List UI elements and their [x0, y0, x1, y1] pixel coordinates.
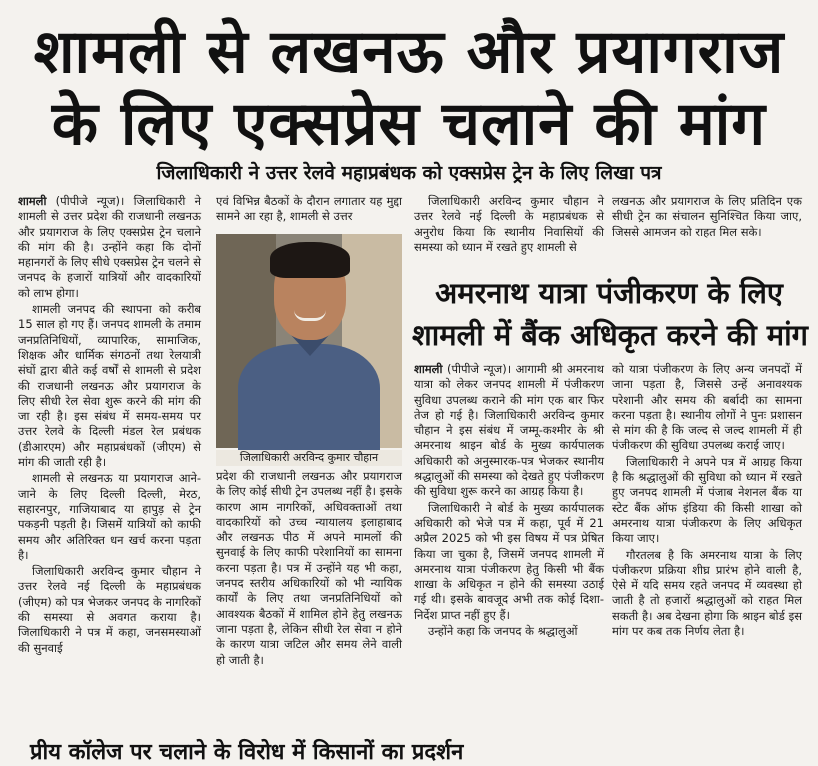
article1-col2-top-text: एवं विभिन्न बैठकों के दौरान लगातार यह मुद्दा सामने आ रहा है, शामली से उत्तर	[216, 194, 402, 224]
photo-hair	[270, 242, 350, 278]
article2-col1-para1-text: (पीपीजे न्यूज)। आगामी श्री अमरनाथ यात्रा को लेकर जनपद शामली में पंजीकरण सुविधा उपलब्ध कराने की मांग एक बार फिर तेज हो गई है। जिलाधिकारी अरविन्द कुमार चौहान ने इस संबंध में जम्मू-कश्मीर के श्री अमरनाथ श्राइन बोर्ड के मुख्य कार्यपालक अधिकारी को अनुस्मारक-पत्र भेजकर स्थानीय श्रद्धालुओं की समस्या को देखते हुए पंजीकरण की सुविधा शुरू करने का आग्रह किया है।	[414, 362, 604, 499]
district-magistrate-photo	[216, 234, 402, 448]
article2-col2-para1: को यात्रा पंजीकरण के लिए अन्य जनपदों में जाना पड़ता है, जिससे उन्हें अनावश्यक परेशानी और समय की बर्बादी का सामना करना पड़ता है। स्थानीय लोगों ने पुनः प्रशासन से मांग की है कि जल्द से जल्द शामली में ही पंजीकरण की सुविधा उपलब्ध कराई जाए।	[612, 362, 802, 453]
article2-col1-para2: जिलाधिकारी ने बोर्ड के मुख्य कार्यपालक अधिकारी को भेजे पत्र में कहा, पूर्व में 21 अप्रैल 2025 को भी इस विषय में पत्र प्रेषित किया जा चुका है, जिसमें जनपद शामली में अमरनाथ यात्रा पंजीकरण हेतु किसी भी बैंक शाखा के अधिकृत न होने की समस्या उठाई गई थी। इसके बावजूद अभी तक कोई दिशा-निर्देश प्राप्त नहीं हुए हैं।	[414, 500, 604, 622]
article1-column3	[414, 194, 604, 270]
article1-column4	[612, 194, 802, 270]
article2-dateline: शामली	[414, 362, 443, 376]
article2-column1	[414, 362, 604, 742]
article1-col1-para3: शामली से लखनऊ या प्रयागराज आने-जाने के लिए दिल्ली दिल्ली, मेरठ, सहारनपुर, गाजियाबाद या हापुड़ से ट्रेन पकड़नी पड़ती है। जिसमें यात्रियों को काफी समय और अतिरिक्त धन खर्च करना पड़ता है।	[18, 471, 201, 562]
main-headline-line2: के लिए एक्सप्रेस चलाने की मांग	[51, 89, 767, 159]
article1-col1-para2: शामली जनपद की स्थापना को करीब 15 साल हो गए हैं। जनपद शामली के तमाम जनप्रतिनिधियों, व्यापारिक, सामाजिक, शिक्षक और धार्मिक संगठनों तथा रेलयात्री संघों द्वारा बीते कई वर्षों से शामली से प्रदेश की राजधानी लखनऊ और प्रयागराज के लिए सीधी रेल सेवा शुरू करने की मांग की जा रही है। इस संबंध में समय-समय पर उत्तर रेलवे के दिल्ली मंडल रेल प्रबंधक (डीआरएम) और महाप्रबंधकों (जीएम) से मांग की जाती रही है।	[18, 302, 201, 470]
top-cropped-strip	[0, 0, 818, 12]
article2-col2-para2: जिलाधिकारी ने अपने पत्र में आग्रह किया है कि श्रद्धालुओं की सुविधा को ध्यान में रखते हुए जनपद शामली में पंजाब नेशनल बैंक या स्टेट बैंक ऑफ इंडिया की किसी शाखा को अमरनाथ यात्रा पंजीकरण के लिए अधिकृत किया जाए।	[612, 454, 802, 546]
photo-shirt	[238, 344, 380, 454]
article1-col2-bottom-text: प्रदेश की राजधानी लखनऊ और प्रयागराज के लिए कोई सीधी ट्रेन उपलब्ध नहीं है। इसके कारण आम नागरिकों, अधिवक्ताओं तथा वादकारियों को उच्च न्यायालय इलाहाबाद और लखनऊ पीठ में अपने मामलों की सुनवाई के लिए काफी परेशानियों का सामना करना पड़ता है। पत्र में उन्होंने यह भी कहा, जनपद स्तरीय अधिकारियों को भी न्यायिक कार्यों के लिए तथा जनप्रतिनिधियों को आवश्यक बैठकों में शामिल होने हेतु लखनऊ जाना पड़ता है, लेकिन सीधी रेल सेवा न होने के कारण यात्रा जटिल और समय लेने वाली हो जाती है।	[216, 469, 402, 667]
main-headline-line1: शामली से लखनऊ और प्रयागराज	[33, 17, 785, 87]
article2-headline-line2: शामली में बैंक अधिकृत करने की मांग	[412, 318, 808, 352]
article2-headline-line1: अमरनाथ यात्रा पंजीकरण के लिए	[435, 276, 783, 310]
article2-col1-para3: उन्होंने कहा कि जनपद के श्रद्धालुओं	[428, 624, 578, 639]
article2-column2	[612, 362, 802, 742]
article1-col1-para1	[18, 194, 201, 301]
article1-column1	[18, 194, 201, 740]
article1-col1-para1-text: (पीपीजे न्यूज)। जिलाधिकारी ने शामली से उत्तर प्रदेश की राजधानी लखनऊ और प्रयागराज के लिए एक्सप्रेस ट्रेन चलाने की मांग की है। उन्होंने कहा कि दोनों महानगरों के लिए सीधे एक्सप्रेस ट्रेन चलने से जनपद के हजारों यात्रियों और वादकारियों को लाभ होगा।	[18, 194, 201, 300]
article2-col2-para3: गौरतलब है कि अमरनाथ यात्रा के लिए पंजीकरण प्रक्रिया शीघ्र प्रारंभ होने वाली है, ऐसे में यदि समय रहते जनपद में व्यवस्था हो जाती है तो हजारों श्रद्धालुओं को राहत मिल सकती है। अब देखना होगा कि श्राइन बोर्ड इस मांग पर कब तक निर्णय लेता है।	[612, 547, 802, 639]
article1-col4-text: लखनऊ और प्रयागराज के लिए प्रतिदिन एक सीधी ट्रेन का संचालन सुनिश्चित किया जाए, जिससे आमजन को राहत मिल सके।	[612, 194, 802, 239]
article1-col3-text: जिलाधिकारी अरविन्द कुमार चौहान ने उत्तर रेलवे नई दिल्ली के महाप्रबंधक से अनुरोध किया कि स्थानीय निवासियों की समस्या को ध्यान में रखते हुए शामली से	[414, 194, 604, 254]
article1-col1-para4: जिलाधिकारी अरविन्द कुमार चौहान ने उत्तर रेलवे नई दिल्ली के महाप्रबंधक (जीएम) को पत्र भेजकर जनपद के नागरिकों की समस्या से अवगत कराया है।जिलाधिकारी ने पत्र में कहा, जनसमस्याओं की सुनवाई	[18, 564, 201, 655]
article1-dateline: शामली	[18, 194, 47, 208]
article2-col1-para1	[414, 362, 604, 500]
bottom-cropped-headline	[0, 736, 818, 765]
bottom-headline-fragment: प्रीय कॉलेज पर चलाने के विरोध में किसानों का प्रदर्शन	[30, 740, 464, 765]
article1-column2-top	[216, 194, 402, 230]
article1-column2-bottom	[216, 469, 402, 741]
photo-caption: जिलाधिकारी अरविन्द कुमार चौहान	[216, 450, 402, 466]
sub-headline: जिलाधिकारी ने उत्तर रेलवे महाप्रबंधक को एक्सप्रेस ट्रेन के लिए लिखा पत्र	[156, 162, 662, 184]
